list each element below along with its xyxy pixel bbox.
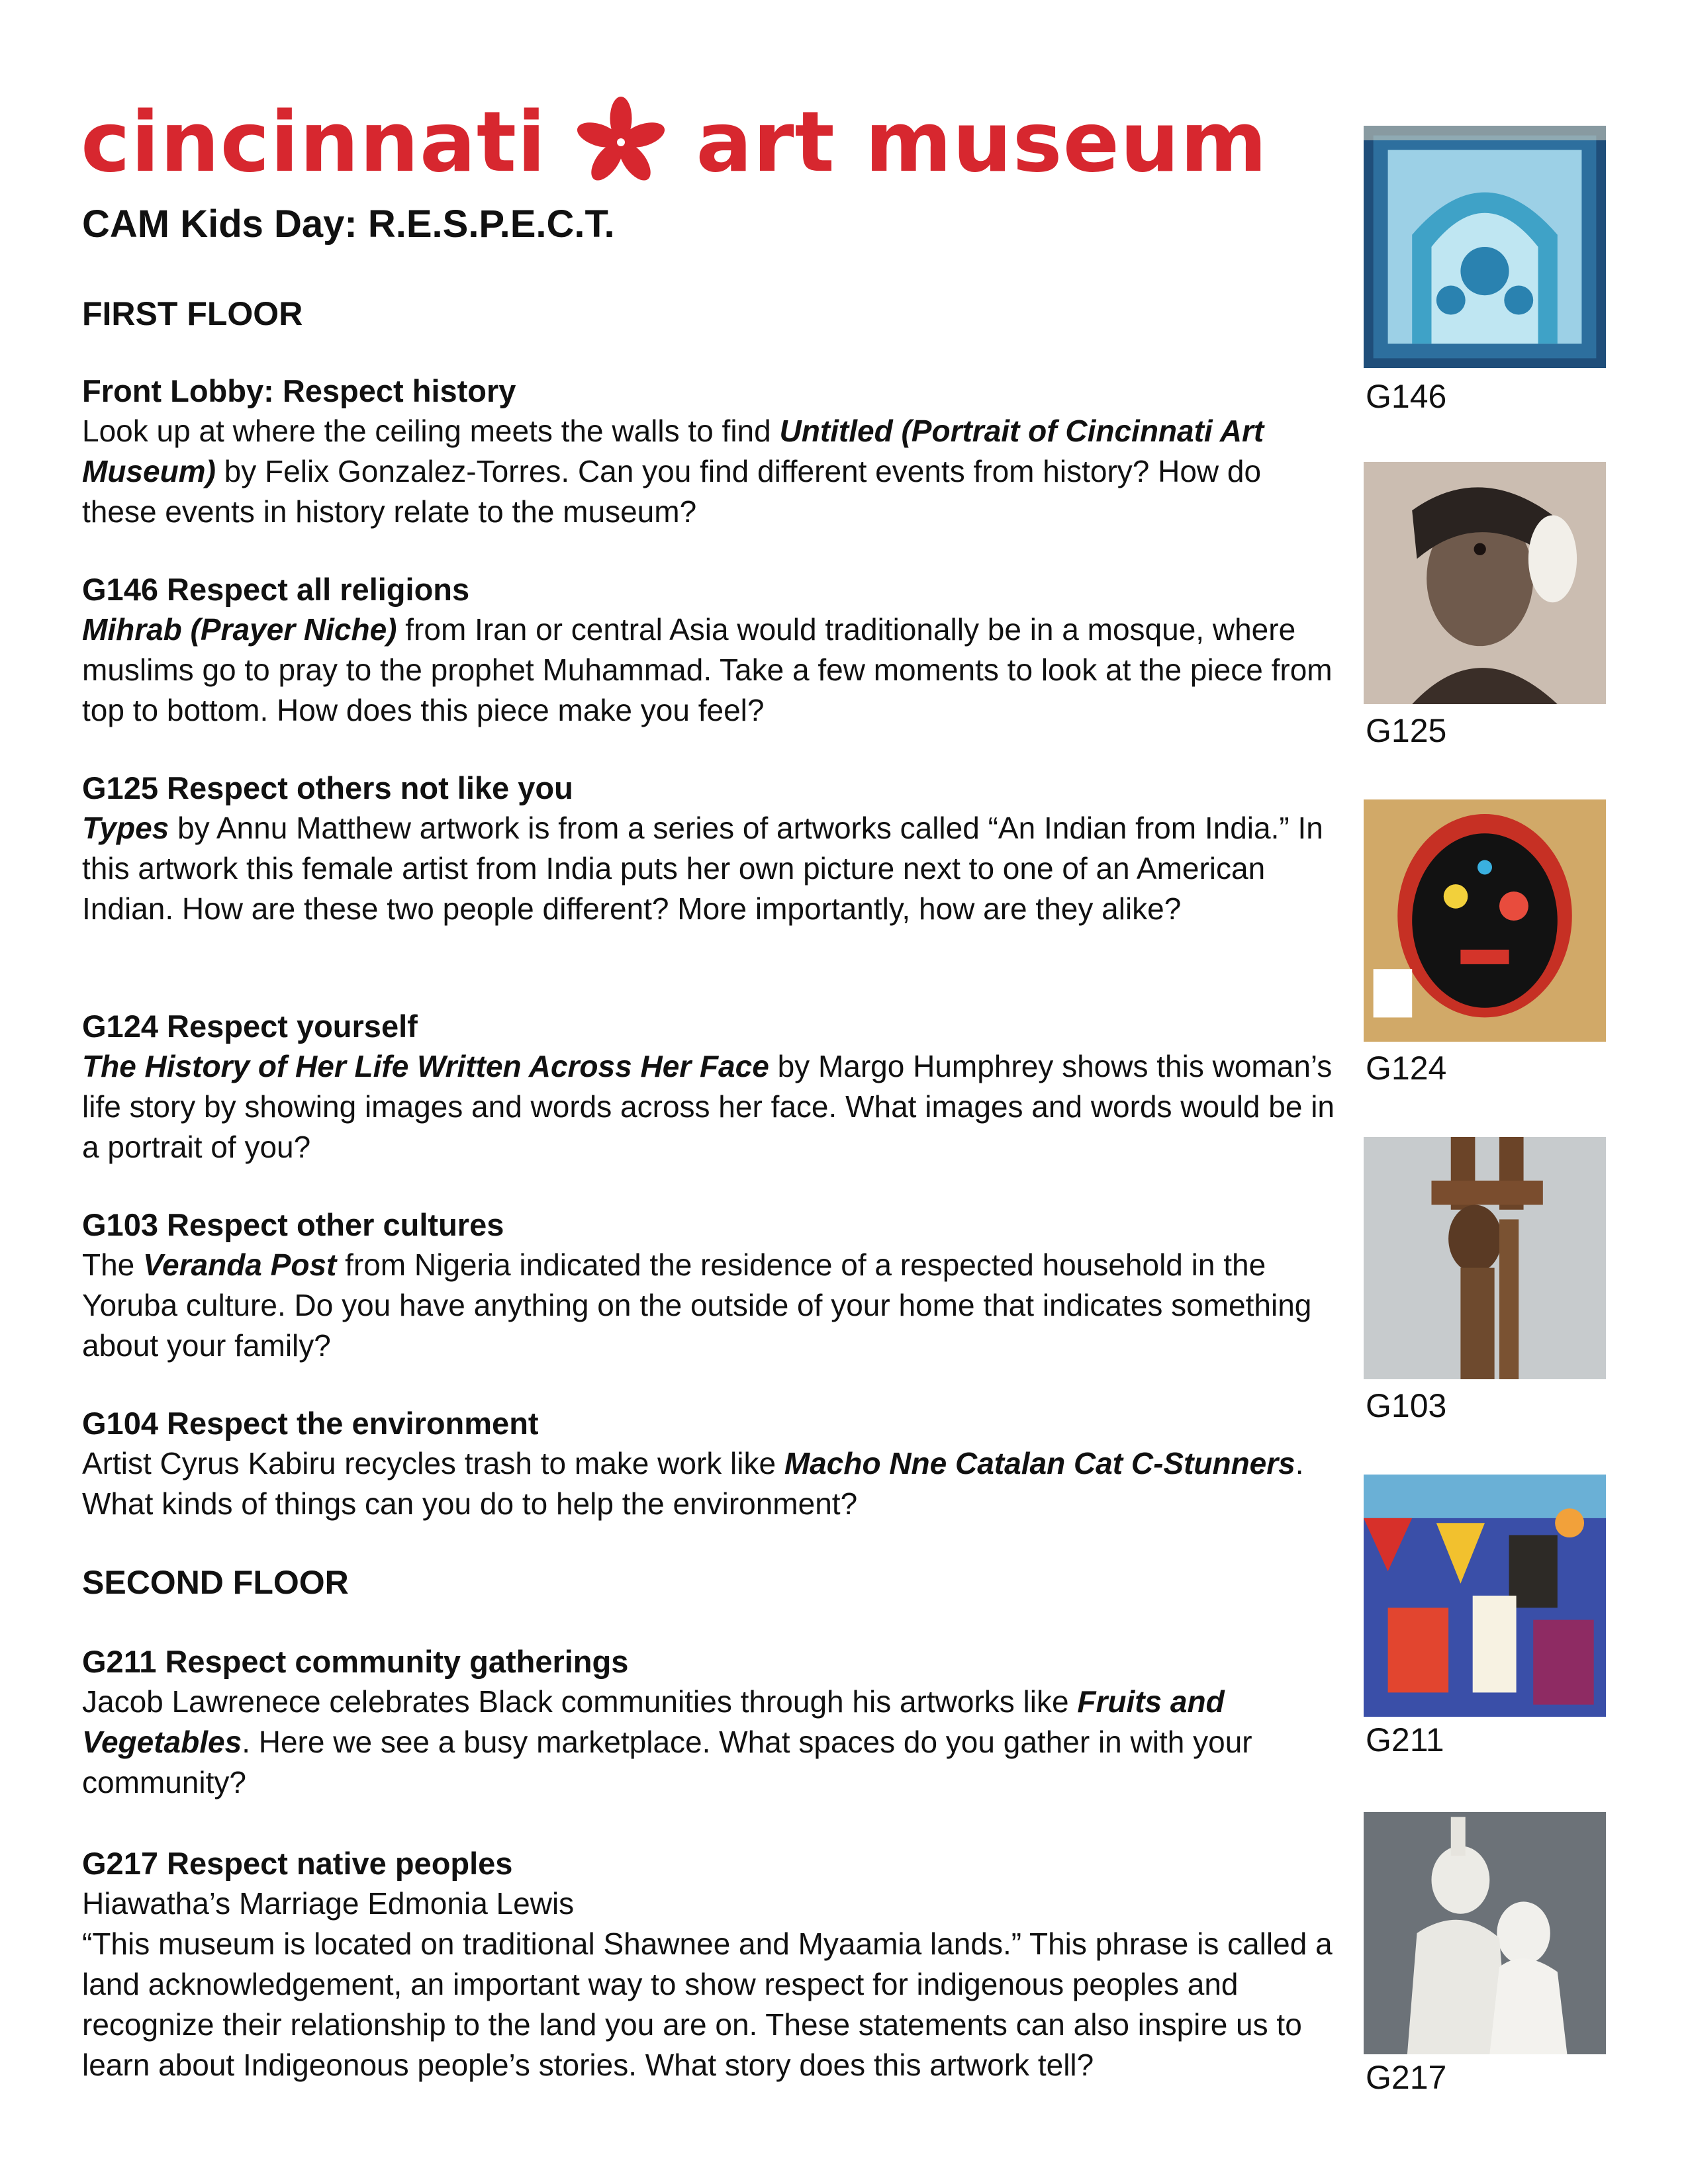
entry-g103 bbox=[82, 1205, 1340, 1366]
logo-word-left: cincinnati bbox=[81, 93, 547, 191]
entry-text: Artist Cyrus Kabiru recycles trash to make work like Macho Nne Catalan Cat C-Stunners. What kinds of things can you do to help the environment? bbox=[82, 1446, 1304, 1521]
entry-g146 bbox=[82, 569, 1340, 731]
artwork-title: Fruits and Vegetables bbox=[82, 1684, 1225, 1759]
entry-heading: G124 Respect yourself bbox=[82, 1009, 418, 1044]
entry-heading: G103 Respect other cultures bbox=[82, 1207, 504, 1242]
entry-subtitle: Hiawatha’s Marriage Edmonia Lewis bbox=[82, 1886, 575, 1921]
entry-text: Mihrab (Prayer Niche) from Iran or central Asia would traditionally be in a mosque, where muslims go to pray to the prophet Muhammad. Take a few moments to look at the piece from top to bottom. How does this piece make you feel? bbox=[82, 612, 1333, 727]
gallery-label-g124: G124 bbox=[1366, 1050, 1447, 1087]
entry-text: Jacob Lawrenece celebrates Black communities through his artworks like Fruits and Vegetables. Here we see a busy marketplace. What spaces do you gather in with your community? bbox=[82, 1684, 1252, 1799]
veranda-post-sculpture-image bbox=[1364, 1137, 1606, 1379]
entry-g125 bbox=[82, 768, 1340, 929]
marble-sculpture-image bbox=[1364, 1812, 1606, 2054]
floor-heading-second: SECOND FLOOR bbox=[82, 1564, 349, 1601]
gallery-label-g146: G146 bbox=[1366, 378, 1447, 415]
floor-heading-first: FIRST FLOOR bbox=[82, 295, 303, 332]
artwork-title: Mihrab (Prayer Niche) bbox=[82, 612, 397, 647]
mihrab-tile-image bbox=[1364, 126, 1606, 368]
flower-logo-icon bbox=[571, 93, 671, 192]
gallery-label-g103: G103 bbox=[1366, 1387, 1447, 1424]
gallery-label-g125: G125 bbox=[1366, 712, 1447, 749]
artwork-title: Untitled (Portrait of Cincinnati Art Museum) bbox=[82, 414, 1264, 488]
gallery-label-g211: G211 bbox=[1366, 1721, 1444, 1758]
entry-heading: G211 Respect community gatherings bbox=[82, 1644, 629, 1679]
collage-face-image bbox=[1364, 799, 1606, 1042]
entry-heading: G146 Respect all religions bbox=[82, 572, 470, 607]
logo-word-right: art museum bbox=[696, 93, 1268, 191]
entry-heading: Front Lobby: Respect history bbox=[82, 373, 516, 408]
entry-text: Look up at where the ceiling meets the walls to find Untitled (Portrait of Cincinnati Art Museum) by Felix Gonzalez-Torres. Can you find different events from history? How do these events in history relate to the museum? bbox=[82, 414, 1264, 529]
entry-heading: G217 Respect native peoples bbox=[82, 1846, 513, 1881]
entry-heading: G125 Respect others not like you bbox=[82, 770, 573, 805]
entry-heading: G104 Respect the environment bbox=[82, 1406, 539, 1441]
entry-text: The History of Her Life Written Across Her Face by Margo Humphrey shows this woman’s life story by showing images and words across her face. What images and words would be in a portrait of you? bbox=[82, 1049, 1335, 1164]
artwork-title: Macho Nne Catalan Cat C-Stunners bbox=[784, 1446, 1295, 1480]
entry-front-lobby bbox=[82, 371, 1340, 532]
document-title: CAM Kids Day: R.E.S.P.E.C.T. bbox=[82, 203, 615, 246]
entry-text: “This museum is located on traditional Shawnee and Myaamia lands.” This phrase is called a land acknowledgement, an important way to show respect for indigenous peoples and recognize their relationship to the land you are on. These statements can also inspire us to learn about Indigeonous people’s stories. What story does this artwork tell? bbox=[82, 1927, 1333, 2082]
entry-g124 bbox=[82, 1006, 1340, 1167]
entry-text: The Veranda Post from Nigeria indicated the residence of a respected household in the Yoruba culture. Do you have anything on the outside of your home that indicates something about your family? bbox=[82, 1248, 1312, 1363]
market-painting-image bbox=[1364, 1475, 1606, 1717]
artwork-title: The History of Her Life Written Across Her Face bbox=[82, 1049, 769, 1083]
artwork-title: Veranda Post bbox=[143, 1248, 337, 1282]
entry-g211 bbox=[82, 1641, 1340, 1803]
entry-g104 bbox=[82, 1403, 1340, 1524]
gallery-label-g217: G217 bbox=[1366, 2059, 1447, 2096]
museum-logo bbox=[81, 93, 1268, 192]
entry-g217 bbox=[82, 1843, 1340, 2085]
entry-text: Types by Annu Matthew artwork is from a series of artworks called “An Indian from India.” In this artwork this female artist from India puts her own picture next to one of an American Indian. How are these two people different? More importantly, how are they alike? bbox=[82, 811, 1323, 926]
artwork-title: Types bbox=[82, 811, 169, 845]
portrait-photo-image bbox=[1364, 462, 1606, 704]
